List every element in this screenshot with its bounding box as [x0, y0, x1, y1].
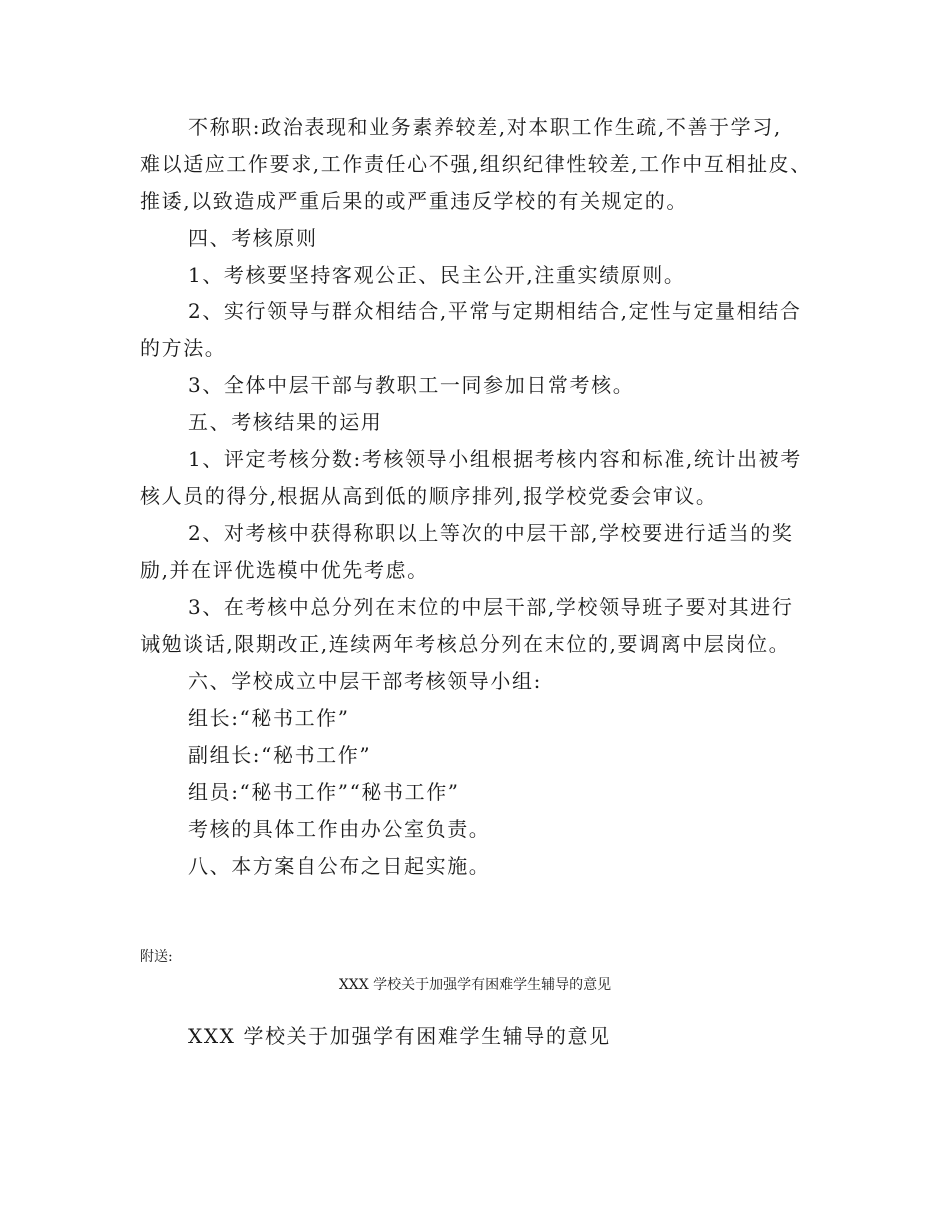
paragraph-line: 3、在考核中总分列在末位的中层干部,学校领导班子要对其进行	[188, 595, 794, 619]
paragraph-line: 组长:“秘书工作”	[188, 706, 350, 730]
paragraph-line: 难以适应工作要求,工作责任心不强,组织纪律性较差,工作中互相扯皮、	[140, 152, 812, 176]
paragraph-line: 的方法。	[140, 336, 227, 360]
paragraph-line: 副组长:“秘书工作”	[188, 743, 372, 767]
paragraph-line: 2、实行领导与群众相结合,平常与定期相结合,定性与定量相结合	[188, 299, 802, 323]
paragraph-line: 诫勉谈话,限期改正,连续两年考核总分列在末位的,要调离中层岗位。	[140, 632, 791, 656]
paragraph-line: 核人员的得分,根据从高到低的顺序排列,报学校党委会审议。	[140, 484, 718, 508]
section-heading: 六、学校成立中层干部考核领导小组:	[188, 669, 542, 693]
section-heading: 四、考核原则	[188, 226, 318, 250]
paragraph-line: 考核的具体工作由办公室负责。	[188, 817, 491, 841]
paragraph-line: 2、对考核中获得称职以上等次的中层干部,学校要进行适当的奖	[188, 521, 794, 545]
appendix-label: 附送:	[140, 949, 173, 965]
paragraph-line: 1、考核要坚持客观公正、民主公开,注重实绩原则。	[188, 263, 686, 287]
section-heading: 五、考核结果的运用	[188, 410, 383, 434]
paragraph-line: 推诿,以致造成严重后果的或严重违反学校的有关规定的。	[140, 189, 688, 213]
paragraph-line: 励,并在评优选模中优先考虑。	[140, 558, 429, 582]
appendix-heading: XXX 学校关于加强学有困难学生辅导的意见	[188, 1024, 611, 1048]
paragraph-line: 1、评定考核分数:考核领导小组根据考核内容和标准,统计出被考	[188, 447, 802, 471]
appendix-small-title: XXX 学校关于加强学有困难学生辅导的意见	[338, 977, 612, 993]
paragraph-line: 不称职:政治表现和业务素养较差,对本职工作生疏,不善于学习,	[188, 115, 782, 139]
paragraph-line: 3、全体中层干部与教职工一同参加日常考核。	[188, 373, 635, 397]
section-heading: 八、本方案自公布之日起实施。	[188, 854, 491, 878]
paragraph-line: 组员:“秘书工作”“秘书工作”	[188, 780, 460, 804]
